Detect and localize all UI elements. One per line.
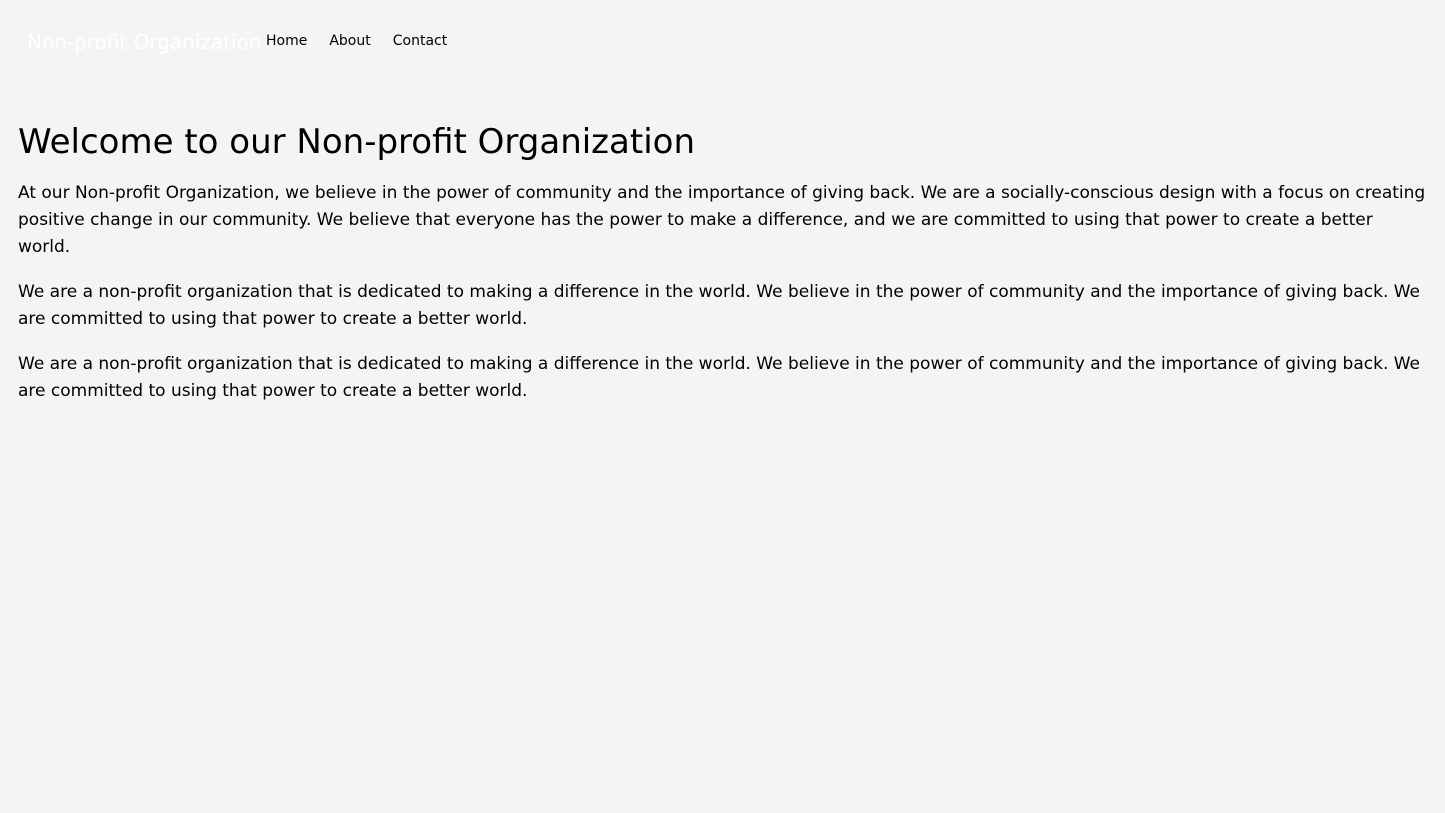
intro-paragraph: At our Non-profit Organization, we believe in the power of community and the importance of giving back. We are a socially-conscious design with a focus on creating positive change in our community. We believe that everyone has the power to make a difference, and we are committed to using that power to create a better world. xyxy=(18,183,1426,257)
main-content xyxy=(18,120,1428,405)
mission-paragraph-repeat: We are a non-profit organization that is dedicated to making a difference in the world. We believe in the power of community and the importance of giving back. We are committed to using that power to create a better world. xyxy=(18,354,1421,401)
nav-link-contact[interactable]: Contact xyxy=(392,33,448,49)
nav-link-about[interactable]: About xyxy=(329,33,371,49)
site-header xyxy=(0,0,1445,82)
main-nav xyxy=(266,32,447,50)
page-title: Welcome to our Non-profit Organization xyxy=(18,122,695,162)
mission-paragraph: We are a non-profit organization that is dedicated to making a difference in the world. We believe in the power of community and the importance of giving back. We are committed to using that power to create a better world. xyxy=(18,282,1421,329)
nav-link-home[interactable]: Home xyxy=(266,33,308,49)
site-brand-link[interactable]: Non-profit Organization xyxy=(27,30,262,54)
